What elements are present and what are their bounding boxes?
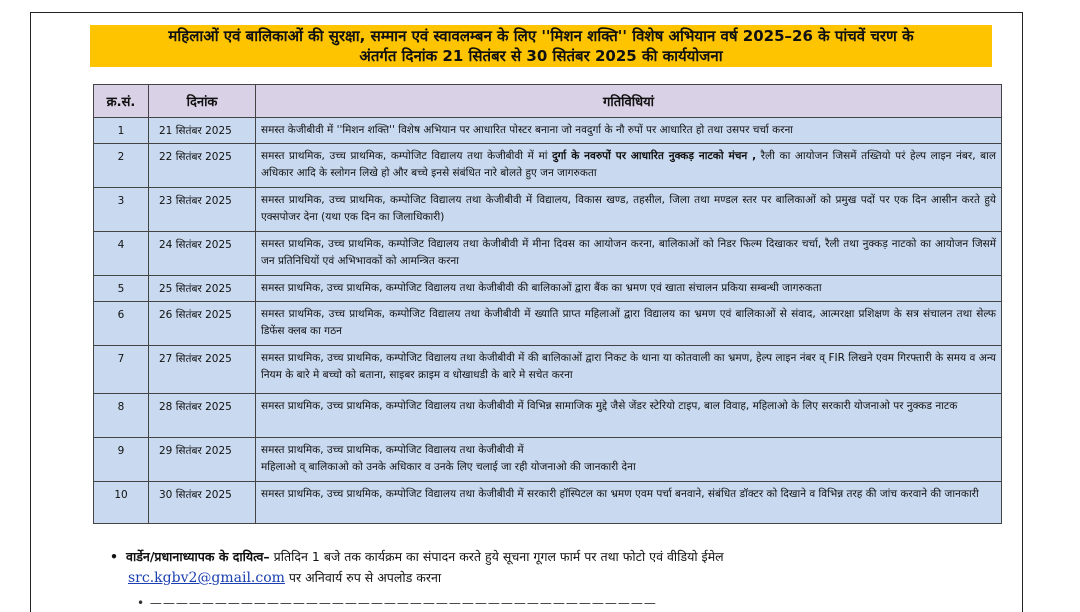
row-serial: 3 xyxy=(94,188,149,232)
row-activity: समस्त प्राथमिक, उच्च प्राथमिक, कम्पोजिट विद्यालय तथा केजीबीवी में विद्यालय, विकास खण्ड, तहसील, जिला तथा मण्डल स्तर पर बालिकाओं को प्रमुख पदों पर एक दिन आसीन करते हुये एक्सपोजर देना (यथा एक दिन का जिलाधिकारी) xyxy=(256,188,1002,232)
header-activity: गतिविधियां xyxy=(256,85,1002,118)
bullet-heading: वार्डेन/प्रधानाध्यापक के दायित्व– xyxy=(126,549,270,564)
row-serial: 2 xyxy=(94,144,149,188)
row-serial: 6 xyxy=(94,302,149,346)
row-date: 26 सितंबर 2025 xyxy=(149,302,256,346)
row-date: 22 सितंबर 2025 xyxy=(149,144,256,188)
table-row xyxy=(94,276,1002,302)
row-date: 25 सितंबर 2025 xyxy=(149,276,256,302)
row-activity: समस्त प्राथमिक, उच्च प्राथमिक, कम्पोजिट विद्यालय तथा केजीबीवी की बालिकाओं द्वारा बैंक का भ्रमण एवं खाता संचालन प्रकिया सम्बन्धी जागरुकता xyxy=(256,276,1002,302)
row-activity xyxy=(256,144,1002,188)
activity-bold-text: दुर्गा के नवरुपों पर आधारित नुक्कड़ नाटको मंचन , xyxy=(552,150,757,162)
row-serial: 7 xyxy=(94,346,149,394)
row-date: 29 सितंबर 2025 xyxy=(149,438,256,482)
row-serial: 8 xyxy=(94,394,149,438)
row-activity xyxy=(256,438,1002,482)
row-date: 24 सितंबर 2025 xyxy=(149,232,256,276)
title-line-1: महिलाओं एवं बालिकाओं की सुरक्षा, सम्मान एवं स्वावलम्बन के लिए ''मिशन शक्ति'' विशेष अभियान वर्ष 2025–26 के पांचवें चरण के xyxy=(168,27,914,45)
table-row xyxy=(94,438,1002,482)
row-activity: समस्त प्राथमिक, उच्च प्राथमिक, कम्पोजिट विद्यालय तथा केजीबीवी में ख्याति प्राप्त महिलाओं द्वारा विद्यालय का भ्रमण एवं बालिकाओं से संवाद, आत्मरक्षा प्रशिक्षण के सत्र संचालन तथा सेल्फ डिफेंस क्लब का गठन xyxy=(256,302,1002,346)
activity-line: महिलाओ व् बालिकाओ को उनके अधिकार व उनके लिए चलाई जा रही योजनाओ की जानकारी देना xyxy=(261,461,636,473)
row-date: 28 सितंबर 2025 xyxy=(149,394,256,438)
email-link[interactable]: src.kgbv2@gmail.com xyxy=(128,570,285,586)
row-date: 27 सितंबर 2025 xyxy=(149,346,256,394)
table-row xyxy=(94,346,1002,394)
table-row xyxy=(94,302,1002,346)
table-row xyxy=(94,118,1002,144)
table-row xyxy=(94,144,1002,188)
row-date: 23 सितंबर 2025 xyxy=(149,188,256,232)
cut-off-text-line: • ——————————————————————————————————————— xyxy=(137,596,657,604)
bullet-text-2: पर अनिवार्य रुप से अपलोड करना xyxy=(284,570,442,585)
activity-text: रैली का आयोजन जिसमें तख्तियो परं हेल्प लाइन नंबर, बाल अधिकार आदि के स्लोगन लिखे हो और बच्चे इनसे संबंधित नारे बोलते हुए जन जागरुकता xyxy=(261,150,996,179)
table-header-row xyxy=(94,85,1002,118)
row-date: 30 सितंबर 2025 xyxy=(149,482,256,524)
document-title xyxy=(90,25,992,67)
row-serial: 1 xyxy=(94,118,149,144)
bullet-icon: • xyxy=(110,549,118,564)
row-date: 21 सितंबर 2025 xyxy=(149,118,256,144)
bullet-text: प्रतिदिन 1 बजे तक कार्यक्रम का संपादन करते हुये सूचना गूगल फार्म पर तथा फोटो एवं वीडियो ईमेल xyxy=(269,549,724,564)
table-row xyxy=(94,188,1002,232)
row-serial: 10 xyxy=(94,482,149,524)
header-serial: क्र.सं. xyxy=(94,85,149,118)
action-plan-table xyxy=(93,84,1002,524)
activity-line: समस्त प्राथमिक, उच्च प्राथमिक, कम्पोजिट विद्यालय तथा केजीबीवी में xyxy=(261,444,524,456)
row-activity: समस्त केजीबीवी में ''मिशन शक्ति'' विशेष अभियान पर आधारित पोस्टर बनाना जो नवदुर्गा के नौ रुपों पर आधारित हो तथा उसपर चर्चा करना xyxy=(256,118,1002,144)
row-activity: समस्त प्राथमिक, उच्च प्राथमिक, कम्पोजिट विद्यालय तथा केजीबीवी में मीना दिवस का आयोजन करना, बालिकाओं को निडर फिल्म दिखाकर चर्चा, रैली तथा नुक्कड़ नाटको का आयोजन जिसमें जन प्रतिनिधियों एवं अभिभावकों को आमन्त्रित करना xyxy=(256,232,1002,276)
row-serial: 4 xyxy=(94,232,149,276)
row-serial: 5 xyxy=(94,276,149,302)
table-row xyxy=(94,482,1002,524)
warden-duties-bullet xyxy=(110,546,1000,589)
row-serial: 9 xyxy=(94,438,149,482)
activity-text: समस्त प्राथमिक, उच्च प्राथमिक, कम्पोजिट विद्यालय तथा केजीबीवी में मां xyxy=(261,150,553,162)
table-row xyxy=(94,232,1002,276)
table-row xyxy=(94,394,1002,438)
row-activity: समस्त प्राथमिक, उच्च प्राथमिक, कम्पोजिट विद्यालय तथा केजीबीवी में की बालिकाओं द्वारा निकट के थाना या कोतवाली का भ्रमण, हेल्प लाइन नंबर व् FIR लिखने एवम गिरफ्तारी के समय व अन्य नियम के बारे मे बच्चो को बताना, साइबर क्राइम व धोखाधडी के बारे मे सचेत करना xyxy=(256,346,1002,394)
header-date: दिनांक xyxy=(149,85,256,118)
row-activity: समस्त प्राथमिक, उच्च प्राथमिक, कम्पोजिट विद्यालय तथा केजीबीवी में विभिन्न सामाजिक मुद्दे जैसे जेंडर स्टेरियो टाइप, बाल विवाह, महिलाओ के लिए सरकारी योजनाओ पर नुक्कड नाटक xyxy=(256,394,1002,438)
title-line-2: अंतर्गत दिनांक 21 सितंबर से 30 सितंबर 2025 की कार्ययोजना xyxy=(359,47,723,65)
row-activity: समस्त प्राथमिक, उच्च प्राथमिक, कम्पोजिट विद्यालय तथा केजीबीवी में सरकारी हॉस्पिटल का भ्रमण एवम पर्चा बनवाने, संबंधित डॉक्टर को दिखाने व विभिन्न तरह की जांच करवाने की जानकारी xyxy=(256,482,1002,524)
